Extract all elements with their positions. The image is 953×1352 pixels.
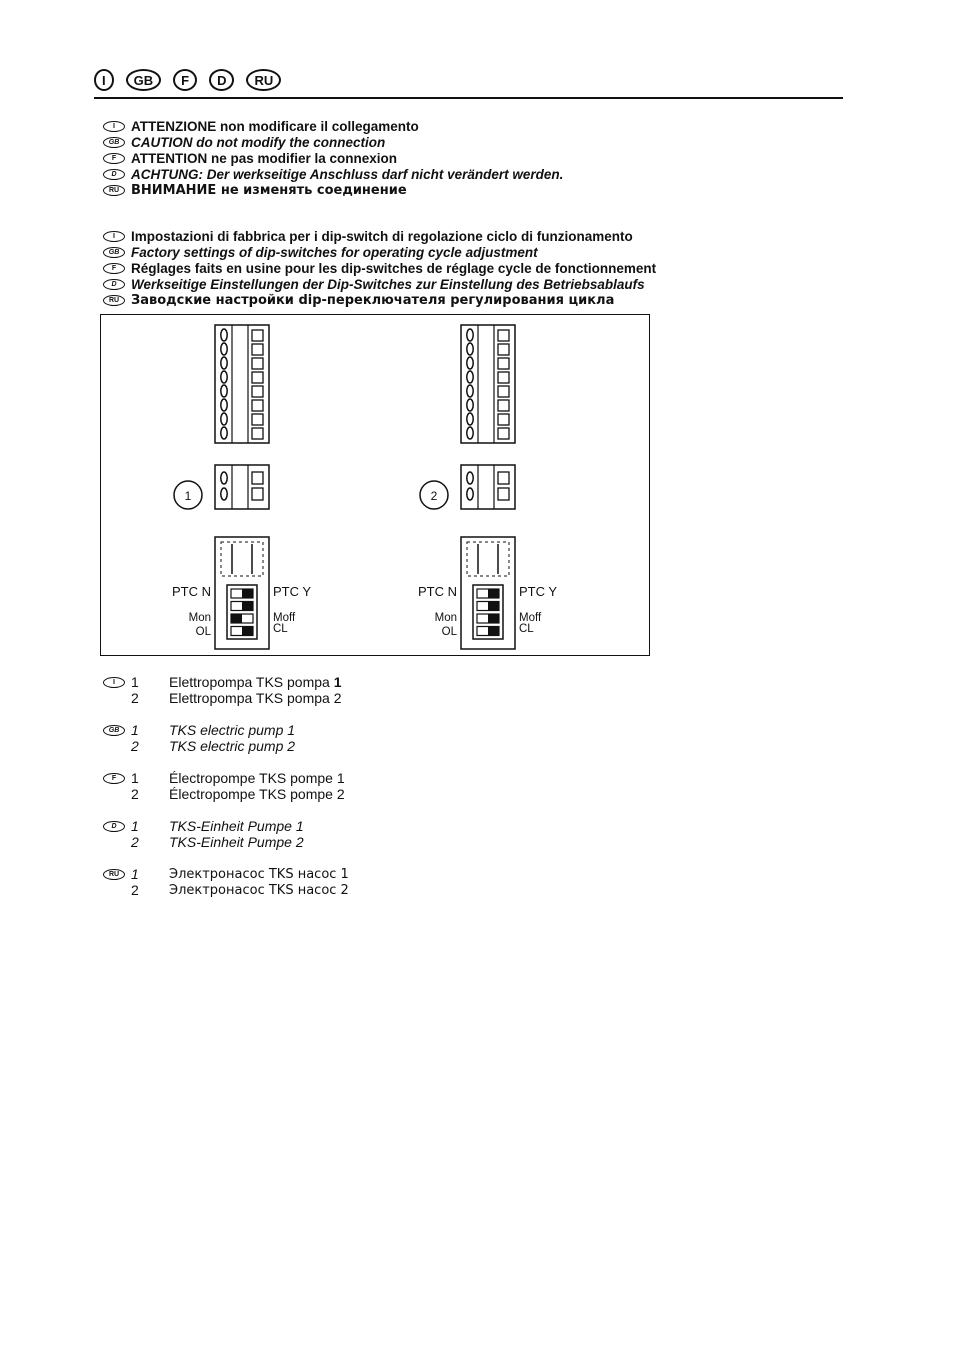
- dip-label-mon: Mon: [188, 612, 211, 624]
- warning-text: CAUTION do not modify the connection: [131, 134, 386, 150]
- terminal-slot: [498, 330, 509, 341]
- flag-ru-icon: RU: [103, 185, 125, 196]
- settings-title-text: Werkseitige Einstellungen der Dip-Switches zur Einstellung des Betriebsablaufs: [131, 276, 645, 292]
- flag-gb-icon: GB: [126, 69, 162, 91]
- terminal-slot: [252, 414, 263, 425]
- warning-line-fr: [103, 150, 563, 166]
- warning-line-ru: [103, 182, 563, 198]
- dip-label-cl: CL: [519, 623, 534, 635]
- settings-title-block: [103, 228, 656, 308]
- warning-text: ATTENTION ne pas modifier la connexion: [131, 150, 398, 166]
- language-flags: [94, 69, 281, 91]
- dip-switch-knob: [488, 602, 499, 611]
- settings-title-it: [103, 228, 656, 244]
- legend-text: TKS electric pump 2: [169, 738, 296, 754]
- legend-number: 2: [131, 882, 139, 898]
- legend-number: 2: [131, 738, 139, 754]
- legend-text: Электронасос TKS насос 2: [169, 882, 349, 898]
- flag-fr-icon: F: [103, 773, 125, 784]
- terminal-slot: [252, 488, 263, 500]
- settings-title-fr: [103, 260, 656, 276]
- flag-de-icon: D: [103, 821, 125, 832]
- terminal-slot: [498, 344, 509, 355]
- flag-fr-icon: F: [173, 69, 197, 91]
- flag-de-icon: D: [209, 69, 234, 91]
- terminal-slot: [498, 488, 509, 500]
- flag-it-icon: I: [103, 121, 125, 132]
- flag-gb-icon: GB: [103, 725, 125, 736]
- terminal-slot: [252, 372, 263, 383]
- dip-label-ol: OL: [195, 626, 211, 638]
- settings-title-ru: [103, 292, 656, 308]
- legend-group-gb: [103, 722, 349, 754]
- warning-text: ACHTUNG: Der werkseitige Anschluss darf nicht verändert werden.: [131, 166, 564, 182]
- dip-switch-knob: [231, 614, 242, 623]
- legend-number: 2: [131, 834, 139, 850]
- dip-switch-knob: [242, 602, 253, 611]
- flag-it-icon: I: [94, 69, 114, 91]
- legend-row: [103, 866, 349, 882]
- dip-label-mon: Mon: [434, 612, 457, 624]
- legend-text-bold: 1: [333, 674, 342, 690]
- legend-text: Электронасос TKS насос 1: [169, 866, 349, 882]
- legend-text: Électropompe TKS pompe 2: [169, 786, 345, 802]
- settings-title-text: Impostazioni di fabbrica per i dip-switch di regolazione ciclo di funzionamento: [131, 228, 633, 244]
- terminal-slot: [498, 400, 509, 411]
- legend-group-fr: [103, 770, 349, 802]
- dip-switch-knob: [242, 627, 253, 636]
- unit-number: 2: [430, 489, 438, 503]
- flag-de-icon: D: [103, 169, 125, 180]
- legend-row: [103, 738, 349, 754]
- legend-text: TKS electric pump 1: [169, 722, 296, 738]
- terminal-slot: [498, 386, 509, 397]
- dip-label-ptc-n: PTC N: [172, 584, 211, 599]
- legend-number: 1: [131, 818, 139, 834]
- legend-text: Elettropompa TKS pompa 2: [169, 690, 342, 706]
- dip-switch-knob: [242, 589, 253, 598]
- legend-row: [103, 722, 349, 738]
- terminal-slot: [252, 344, 263, 355]
- warning-text: ATTENZIONE non modificare il collegamento: [131, 118, 419, 134]
- legend-text: TKS-Einheit Pumpe 2: [169, 834, 304, 850]
- unit-number: 1: [184, 489, 192, 503]
- terminal-slot: [252, 400, 263, 411]
- settings-title-text: Заводские настройки dip-переключателя регулирования цикла: [131, 292, 615, 308]
- warning-line-it: [103, 118, 563, 134]
- terminal-slot: [498, 414, 509, 425]
- dip-switch-knob: [488, 589, 499, 598]
- legend-number: 1: [131, 722, 139, 738]
- warning-text: ВНИМАНИЕ не изменять соединение: [131, 182, 407, 198]
- terminal-slot: [252, 330, 263, 341]
- terminal-slot: [252, 386, 263, 397]
- terminal-slot: [252, 428, 263, 439]
- legend-number: 2: [131, 786, 139, 802]
- dip-switch-diagram: [100, 314, 650, 656]
- legend-row: [103, 674, 349, 690]
- terminal-slot: [498, 472, 509, 484]
- dip-label-moff: Moff: [519, 612, 542, 624]
- dip-label-ol: OL: [441, 626, 457, 638]
- settings-title-de: [103, 276, 656, 292]
- warning-block: [103, 118, 563, 198]
- legend-text: [169, 674, 342, 690]
- flag-ru-icon: RU: [246, 69, 281, 91]
- pump-legend: [103, 674, 349, 914]
- dip-label-moff: Moff: [273, 612, 296, 624]
- settings-title-gb: [103, 244, 656, 260]
- legend-row: [103, 882, 349, 898]
- flag-ru-icon: RU: [103, 869, 125, 880]
- legend-row: [103, 690, 349, 706]
- flag-it-icon: I: [103, 677, 125, 688]
- terminal-slot: [498, 372, 509, 383]
- dip-label-ptc-y: PTC Y: [519, 584, 558, 599]
- legend-text: TKS-Einheit Pumpe 1: [169, 818, 304, 834]
- flag-ru-icon: RU: [103, 295, 125, 306]
- legend-number: 1: [131, 770, 139, 786]
- settings-title-text: Factory settings of dip-switches for operating cycle adjustment: [131, 244, 538, 260]
- flag-de-icon: D: [103, 279, 125, 290]
- legend-row: [103, 770, 349, 786]
- flag-gb-icon: GB: [103, 137, 125, 148]
- dip-label-ptc-n: PTC N: [418, 584, 457, 599]
- legend-number: 1: [131, 866, 139, 882]
- flag-gb-icon: GB: [103, 247, 125, 258]
- diagram-svg: [101, 315, 648, 654]
- legend-group-ru: [103, 866, 349, 898]
- terminal-slot: [252, 358, 263, 369]
- warning-line-gb: [103, 134, 563, 150]
- legend-group-de: [103, 818, 349, 850]
- terminal-slot: [498, 428, 509, 439]
- warning-line-de: [103, 166, 563, 182]
- legend-row: [103, 818, 349, 834]
- flag-fr-icon: F: [103, 263, 125, 274]
- legend-number: 2: [131, 690, 139, 706]
- legend-text: Électropompe TKS pompe 1: [169, 770, 345, 786]
- terminal-slot: [498, 358, 509, 369]
- settings-title-text: Réglages faits en usine pour les dip-switches de réglage cycle de fonctionnement: [131, 260, 657, 276]
- dip-switch-knob: [488, 614, 499, 623]
- terminal-slot: [252, 472, 263, 484]
- legend-group-it: [103, 674, 349, 706]
- legend-text-main: Elettropompa TKS pompa: [169, 674, 334, 690]
- legend-row: [103, 786, 349, 802]
- header-rule: [94, 97, 843, 99]
- legend-number: 1: [131, 674, 139, 690]
- dip-label-ptc-y: PTC Y: [273, 584, 312, 599]
- legend-row: [103, 834, 349, 850]
- flag-fr-icon: F: [103, 153, 125, 164]
- dip-label-cl: CL: [273, 623, 288, 635]
- flag-it-icon: I: [103, 231, 125, 242]
- dip-switch-knob: [488, 627, 499, 636]
